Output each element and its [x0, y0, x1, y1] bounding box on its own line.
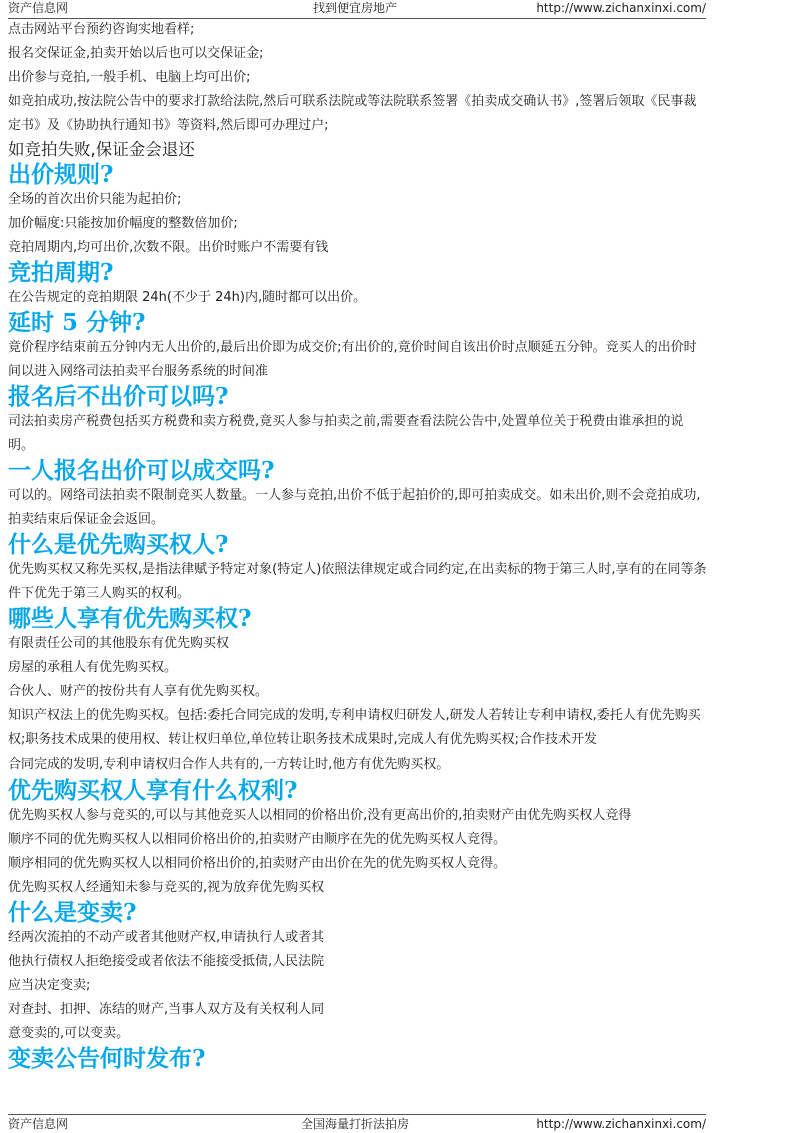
auction-period-line-1: 在公告规定的竞拍期限 24h(不少于 24h)内,随时都可以出价。 [8, 290, 367, 305]
who-has-preemption-line-3: 合伙人、财产的按份共有人享有优先购买权。 [8, 684, 269, 699]
document-body [8, 18, 708, 1072]
intro-line-1: 点击网站平台预约咨询实地看样; [8, 22, 195, 37]
preemption-rights-line-1: 优先购买权人参与竞买的,可以与其他竞买人以相同的价格出价,没有更高出价的,拍卖财产由优先购买权人竞得 [8, 808, 632, 823]
header-tagline: 找到便宜房地产 [313, 1, 398, 15]
what-is-sale-line-3: 应当决定变卖; [8, 978, 91, 993]
section-heading-register-no-bid: 报名后不出价可以吗? [8, 383, 229, 410]
who-has-preemption-line-4: 知识产权法上的优先购买权。包括:委托合同完成的发明,专利申请权归研发人,研发人若转让专利申请权,委托人有优先购买权;职务技术成果的使用权、转让权归单位,单位转让职务技术成果时,完成人有优先购买权;合作技术开发 [8, 708, 701, 747]
page-footer [8, 1114, 706, 1133]
page-header [8, 0, 706, 19]
what-is-sale-line-4: 对查封、扣押、冻结的财产,当事人双方及有关权利人同 [8, 1002, 325, 1017]
section-heading-bid-rules: 出价规则? [8, 161, 114, 188]
who-has-preemption-line-2: 房屋的承租人有优先购买权。 [8, 660, 178, 675]
header-site-name: 资产信息网 [8, 1, 69, 15]
preemptive-holder-paragraph: 优先购买权又称先买权,是指法律赋予特定对象(特定人)依照法律规定或合同约定,在出卖标的物于第三人时,享有的在同等条件下优先于第三人购买的权利。 [8, 562, 707, 601]
what-is-sale-line-1: 经两次流拍的不动产或者其他财产权,申请执行人或者其 [8, 930, 325, 945]
section-heading-who-has-preemption: 哪些人享有优先购买权? [8, 605, 252, 632]
section-heading-five-minute-extension: 延时 5 分钟? [8, 309, 146, 336]
preemption-rights-line-3: 顺序相同的优先购买权人以相同价格出价的,拍卖财产由出价在先的优先购买权人竞得。 [8, 856, 507, 871]
preemption-rights-line-4: 优先购买权人经通知未参与竞买的,视为放弃优先购买权 [8, 880, 325, 895]
section-heading-preemptive-holder: 什么是优先购买权人? [8, 531, 229, 558]
what-is-sale-line-5: 意变卖的,可以变卖。 [8, 1026, 130, 1041]
preemption-rights-line-2: 顺序不同的优先购买权人以相同价格出价的,拍卖财产由顺序在先的优先购买权人竞得。 [8, 832, 507, 847]
intro-line-2: 报名交保证金,拍卖开始以后也可以交保证金; [8, 46, 264, 61]
bid-rules-line-2: 加价幅度:只能按加价幅度的整数倍加价; [8, 216, 238, 231]
single-bidder-paragraph: 可以的。网络司法拍卖不限制竞买人数量。一人参与竞拍,出价不低于起拍价的,即可拍卖成交。如未出价,则不会竞拍成功,拍卖结束后保证金会返回。 [8, 488, 701, 527]
section-heading-auction-period: 竞拍周期? [8, 259, 114, 286]
bid-rules-line-3: 竞拍周期内,均可出价,次数不限。出价时账户不需要有钱 [8, 240, 329, 255]
bid-rules-line-1: 全场的首次出价只能为起拍价; [8, 192, 182, 207]
footer-site-name: 资产信息网 [8, 1117, 69, 1131]
section-heading-preemption-rights: 优先购买权人享有什么权利? [8, 777, 298, 804]
intro-line-4: 如竞拍成功,按法院公告中的要求打款给法院,然后可联系法院或等法院联系签署《拍卖成交确认书》,签署后领取《民事裁定书》及《协助执行通知书》等资料,然后即可办理过户; [8, 94, 697, 133]
footer-tagline: 全国海量打折法拍房 [301, 1117, 410, 1131]
register-no-bid-paragraph: 司法拍卖房产税费包括买方税费和卖方税费,竟买人参与拍卖之前,需要查看法院公告中,处置单位关于税费由谁承担的说明。 [8, 414, 684, 453]
intro-line-5: 如竞拍失败,保证金会退还 [8, 140, 195, 159]
extension-paragraph: 竟价程序结束前五分钟内无人出价的,最后出价即为成交价;有出价的,竟价时间自该出价时点顺延五分钟。竞买人的出价时间以进入网络司法拍卖平台服务系统的时间准 [8, 340, 697, 379]
section-heading-sale-notice-timing: 变卖公告何时发布? [8, 1045, 206, 1072]
who-has-preemption-line-1: 有限责任公司的其他股东有优先购买权 [8, 636, 230, 651]
intro-line-3: 出价参与竞拍,一般手机、电脑上均可出价; [8, 70, 251, 85]
what-is-sale-line-2: 他执行债权人拒绝接受或者依法不能接受抵债,人民法院 [8, 954, 325, 969]
header-url-link[interactable]: http://www.zichanxinxi.com/ [536, 1, 706, 15]
footer-url-link[interactable]: http://www.zichanxinxi.com/ [536, 1117, 706, 1131]
section-heading-what-is-sale: 什么是变卖? [8, 899, 137, 926]
who-has-preemption-line-5: 合同完成的发明,专利申请权归合作人共有的,一方转让时,他方有优先购买权。 [8, 757, 450, 772]
section-heading-single-bidder: 一人报名出价可以成交吗? [8, 457, 275, 484]
